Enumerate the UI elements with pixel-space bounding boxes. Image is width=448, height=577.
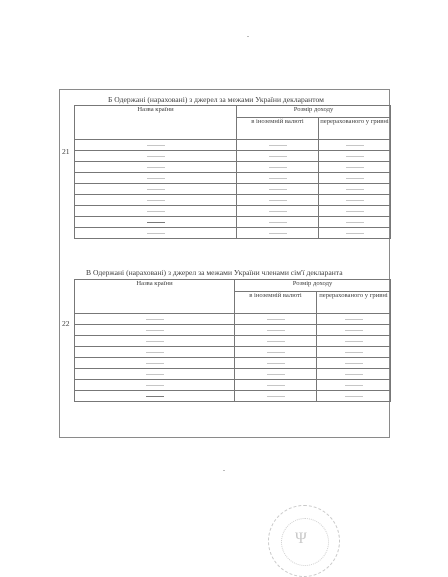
dash-mark — [147, 189, 165, 190]
column-header-income-size: Розмір доходу — [237, 106, 391, 118]
table-cell — [319, 228, 391, 239]
table-cell — [237, 228, 319, 239]
table-cell — [319, 151, 391, 162]
section-b-table — [74, 105, 391, 239]
dash-mark — [269, 178, 287, 179]
dash-mark — [345, 341, 363, 342]
dash-mark — [267, 319, 285, 320]
scan-speck — [223, 470, 225, 471]
dash-mark — [269, 211, 287, 212]
table-cell — [237, 162, 319, 173]
column-header-foreign-currency: в іноземній валюті — [235, 292, 317, 314]
table-cell — [317, 358, 391, 369]
table-cell — [317, 347, 391, 358]
table-cell — [235, 358, 317, 369]
section-v-table — [74, 279, 391, 402]
table-row — [75, 228, 391, 239]
dash-mark — [345, 352, 363, 353]
table-row — [75, 380, 391, 391]
table-row — [75, 369, 391, 380]
dash-mark — [147, 145, 165, 146]
table-cell — [319, 140, 391, 151]
table-cell — [317, 380, 391, 391]
table-cell — [237, 151, 319, 162]
dash-mark — [345, 319, 363, 320]
dash-mark — [146, 319, 164, 320]
dash-mark — [345, 385, 363, 386]
dash-mark — [269, 189, 287, 190]
table-cell — [235, 391, 317, 402]
table-cell — [235, 369, 317, 380]
table-row — [75, 325, 391, 336]
dash-mark — [345, 363, 363, 364]
scan-speck — [247, 36, 249, 37]
official-seal — [268, 505, 340, 577]
dash-mark — [146, 374, 164, 375]
dash-mark — [345, 330, 363, 331]
dash-mark — [346, 233, 364, 234]
column-header-income-size: Розмір доходу — [235, 280, 391, 292]
column-header-foreign-currency: в іноземній валюті — [237, 118, 319, 140]
dash-mark — [346, 189, 364, 190]
table-cell — [319, 162, 391, 173]
table-cell — [237, 217, 319, 228]
table-cell — [75, 325, 235, 336]
table-cell — [319, 217, 391, 228]
table-cell — [235, 325, 317, 336]
table-row — [75, 173, 391, 184]
dash-mark — [269, 167, 287, 168]
table-cell — [235, 347, 317, 358]
dash-mark — [269, 233, 287, 234]
table-cell — [319, 173, 391, 184]
dash-mark — [146, 352, 164, 353]
table-row — [75, 195, 391, 206]
dash-mark — [147, 233, 165, 234]
table-cell — [235, 314, 317, 325]
table-row — [75, 347, 391, 358]
table-cell — [235, 380, 317, 391]
table-cell — [75, 314, 235, 325]
table-cell — [237, 195, 319, 206]
dash-mark — [147, 211, 165, 212]
table-cell — [237, 206, 319, 217]
table-cell — [237, 173, 319, 184]
table-cell — [237, 184, 319, 195]
table-row — [75, 336, 391, 347]
table-cell — [319, 195, 391, 206]
dash-mark — [269, 145, 287, 146]
dash-mark — [346, 211, 364, 212]
section-b-title: Б Одержані (нараховані) з джерел за межами України декларантом — [108, 95, 324, 104]
table-cell — [235, 336, 317, 347]
dash-mark — [267, 374, 285, 375]
dash-mark — [345, 374, 363, 375]
dash-mark — [269, 156, 287, 157]
table-row — [75, 140, 391, 151]
table-cell — [319, 184, 391, 195]
table-row — [75, 391, 391, 402]
table-cell — [317, 325, 391, 336]
dash-mark — [146, 341, 164, 342]
table-cell — [75, 358, 235, 369]
table-cell — [75, 184, 237, 195]
table-cell — [317, 369, 391, 380]
table-row — [75, 206, 391, 217]
section-v-row-number: 22 — [62, 319, 70, 328]
table-cell — [317, 391, 391, 402]
column-header-country: Назва країни — [75, 280, 235, 314]
dash-mark — [346, 178, 364, 179]
trident-emblem-icon: Ψ — [295, 530, 307, 547]
dash-mark — [346, 222, 364, 223]
table-cell — [75, 140, 237, 151]
column-header-converted-uah: перерахованого у гривні — [317, 292, 391, 314]
dash-mark — [267, 341, 285, 342]
dash-mark — [345, 396, 363, 397]
table-cell — [317, 336, 391, 347]
table-cell — [75, 217, 237, 228]
table-cell — [319, 206, 391, 217]
table-cell — [75, 206, 237, 217]
dash-mark — [267, 352, 285, 353]
table-cell — [75, 173, 237, 184]
table-cell — [75, 380, 235, 391]
table-cell — [75, 347, 235, 358]
dash-mark — [267, 385, 285, 386]
dash-mark — [147, 167, 165, 168]
section-b-rows — [75, 140, 391, 239]
section-v-title: В Одержані (нараховані) з джерел за межами України членами сім'ї декларанта — [86, 268, 343, 277]
table-row — [75, 151, 391, 162]
table-row — [75, 184, 391, 195]
dash-mark — [146, 396, 164, 397]
dash-mark — [269, 222, 287, 223]
dash-mark — [147, 222, 165, 223]
dash-mark — [147, 156, 165, 157]
table-row — [75, 358, 391, 369]
table-cell — [75, 162, 237, 173]
dash-mark — [267, 330, 285, 331]
dash-mark — [146, 330, 164, 331]
dash-mark — [147, 200, 165, 201]
table-cell — [75, 336, 235, 347]
column-header-converted-uah: перерахованого у гривні — [319, 118, 391, 140]
section-v-rows — [75, 314, 391, 402]
dash-mark — [146, 363, 164, 364]
table-row — [75, 217, 391, 228]
dash-mark — [146, 385, 164, 386]
table-cell — [75, 228, 237, 239]
dash-mark — [269, 200, 287, 201]
table-cell — [237, 140, 319, 151]
dash-mark — [346, 200, 364, 201]
table-row — [75, 314, 391, 325]
section-b-row-number: 21 — [62, 147, 70, 156]
table-cell — [317, 314, 391, 325]
dash-mark — [267, 363, 285, 364]
dash-mark — [346, 156, 364, 157]
dash-mark — [346, 145, 364, 146]
table-cell — [75, 151, 237, 162]
column-header-country: Назва країни — [75, 106, 237, 140]
dash-mark — [267, 396, 285, 397]
table-cell — [75, 369, 235, 380]
table-cell — [75, 391, 235, 402]
dash-mark — [346, 167, 364, 168]
table-row — [75, 162, 391, 173]
table-cell — [75, 195, 237, 206]
dash-mark — [147, 178, 165, 179]
